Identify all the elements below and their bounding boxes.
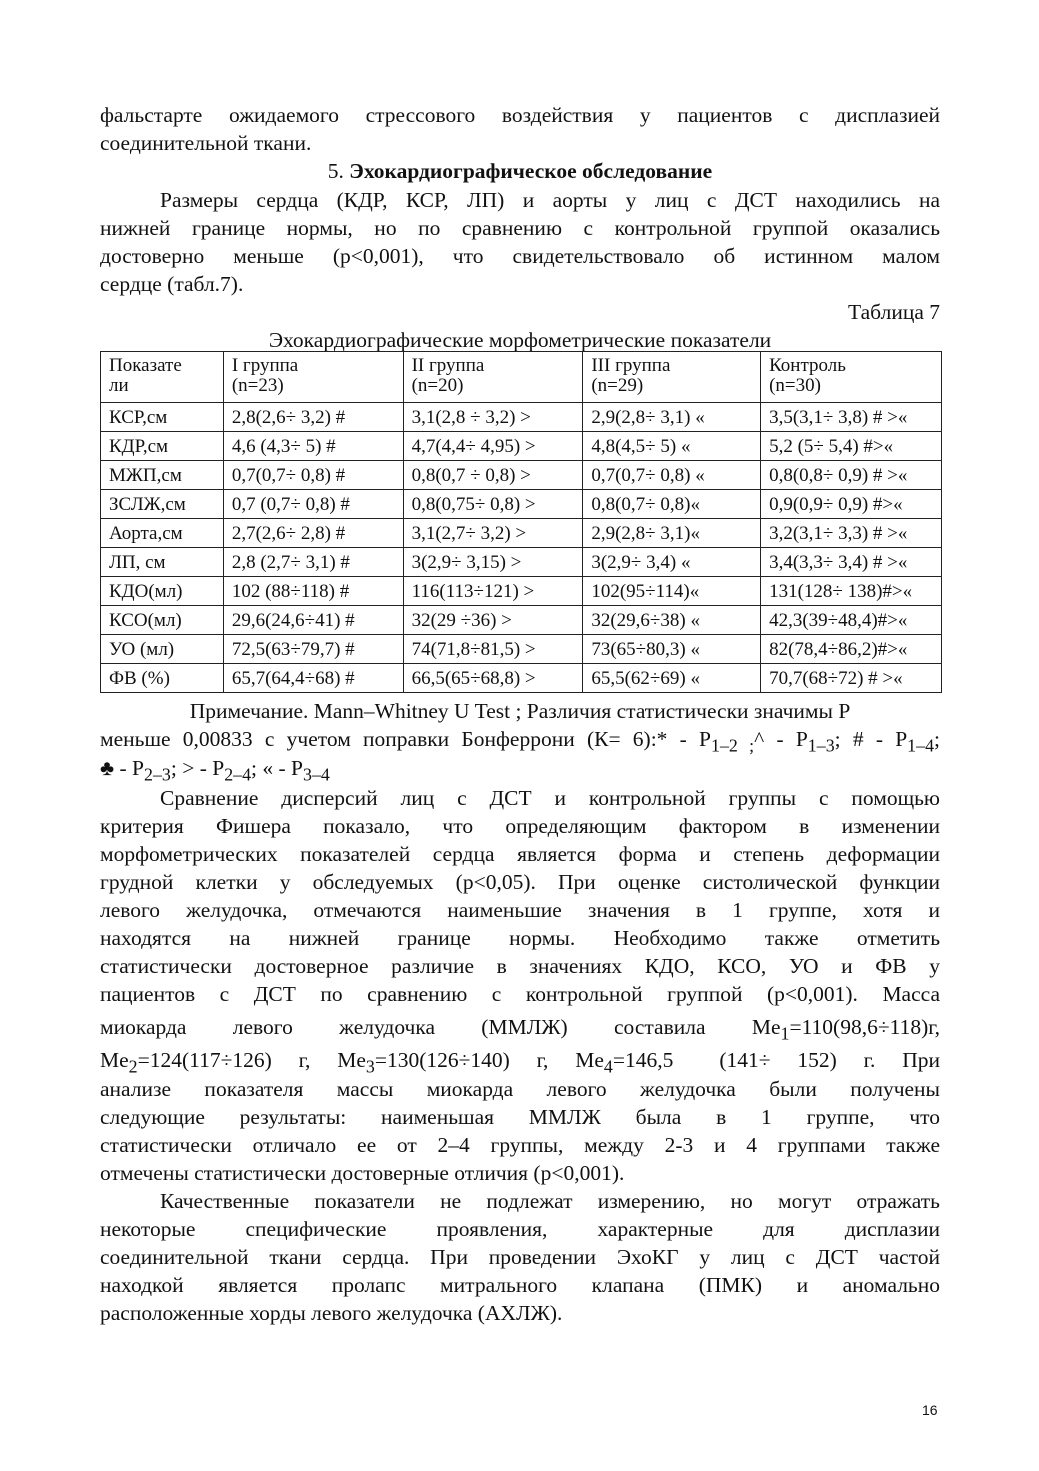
table-cell: 3,4(3,3÷ 3,4) # >« <box>761 548 942 577</box>
table-row <box>101 461 942 490</box>
table-cell: 3,1(2,7÷ 3,2) > <box>403 519 583 548</box>
table-cell: 42,3(39÷48,4)#>« <box>761 606 942 635</box>
table-row <box>101 548 942 577</box>
table-cell: 70,7(68÷72) # >« <box>761 664 942 693</box>
echo-table <box>100 351 942 693</box>
table-cell: 65,5(62÷69) « <box>583 664 761 693</box>
paragraph-line: Размеры сердца (КДР, КСР, ЛП) и аорты у лиц с ДСТ находились на <box>160 188 940 212</box>
table-cell: 116(113÷121) > <box>403 577 583 606</box>
table-cell: 3,5(3,1÷ 3,8) # >« <box>761 403 942 432</box>
table-cell: 3(2,9÷ 3,15) > <box>403 548 583 577</box>
table-cell: КДР,см <box>101 432 224 461</box>
table-cell: 0,8(0,7 ÷ 0,8) > <box>403 461 583 490</box>
table-cell: 82(78,4÷86,2)#>« <box>761 635 942 664</box>
table-cell: ЛП, см <box>101 548 224 577</box>
table-cell: 102 (88÷118) # <box>223 577 403 606</box>
table-cell: 2,8(2,6÷ 3,2) # <box>223 403 403 432</box>
paragraph-line: достоверно меньше (р<0,001), что свидетельствовало об истинном малом <box>100 244 940 268</box>
paragraph-line: грудной клетки у обследуемых (р<0,05). При оценке систолической функции <box>100 870 940 894</box>
table-cell: 0,8(0,7÷ 0,8)« <box>583 490 761 519</box>
paragraph-line: критерия Фишера показало, что определяющим фактором в изменении <box>100 814 940 838</box>
paragraph-line: анализе показателя массы миокарда левого желудочка были получены <box>100 1077 940 1101</box>
section-heading <box>100 157 940 185</box>
table-cell: 0,9(0,9÷ 0,9) #>« <box>761 490 942 519</box>
paragraph-line: находятся на нижней границе нормы. Необходимо также отметить <box>100 926 940 950</box>
table-cell: 2,8 (2,7÷ 3,1) # <box>223 548 403 577</box>
paragraph-line: морфометрических показателей сердца является форма и степень деформации <box>100 842 940 866</box>
table-header-cell: II группа (n=20) <box>403 352 583 403</box>
section-number: 5. <box>327 159 344 183</box>
table-row <box>101 635 942 664</box>
paragraph-line: расположенные хорды левого желудочка (АХЛЖ). <box>100 1301 563 1325</box>
table-cell: 2,7(2,6÷ 2,8) # <box>223 519 403 548</box>
table-cell: 74(71,8÷81,5) > <box>403 635 583 664</box>
table-cell: КДО(мл) <box>101 577 224 606</box>
table-cell: 66,5(65÷68,8) > <box>403 664 583 693</box>
paragraph-line: находкой является пролапс митрального клапана (ПМК) и аномально <box>100 1273 940 1297</box>
table-cell: 4,7(4,4÷ 4,95) > <box>403 432 583 461</box>
table-cell: 73(65÷80,3) « <box>583 635 761 664</box>
table-cell: 2,9(2,8÷ 3,1) « <box>583 403 761 432</box>
table-cell: 3(2,9÷ 3,4) « <box>583 548 761 577</box>
paragraph-line: левого желудочка, отмечаются наименьшие значения в 1 группе, хотя и <box>100 898 940 922</box>
paragraph-line: Сравнение дисперсий лиц с ДСТ и контрольной группы с помощью <box>160 786 940 810</box>
table-cell: 3,1(2,8 ÷ 3,2) > <box>403 403 583 432</box>
table-cell: 102(95÷114)« <box>583 577 761 606</box>
table-cell: ЗСЛЖ,см <box>101 490 224 519</box>
club-icon: ♣ <box>100 756 115 780</box>
table-cell: 0,8(0,8÷ 0,9) # >« <box>761 461 942 490</box>
paragraph-line: сердце (табл.7). <box>100 272 244 296</box>
paragraph-line: Качественные показатели не подлежат измерению, но могут отражать <box>160 1189 940 1213</box>
paragraph-line: нижней границе нормы, но по сравнению с контрольной группой оказались <box>100 216 940 240</box>
paragraph-line: соединительной ткани сердца. При проведении ЭхоКГ у лиц с ДСТ частой <box>100 1245 940 1269</box>
section-title: Эхокардиографическое обследование <box>349 159 713 183</box>
paragraph-line: пациентов с ДСТ по сравнению с контрольной группой (р<0,001). Масса <box>100 982 940 1006</box>
table-cell: КСР,см <box>101 403 224 432</box>
table-cell: 2,9(2,8÷ 3,1)« <box>583 519 761 548</box>
page-number: 16 <box>922 1402 938 1418</box>
table-cell: 29,6(24,6÷41) # <box>223 606 403 635</box>
table-cell: 4,6 (4,3÷ 5) # <box>223 432 403 461</box>
table-row <box>101 403 942 432</box>
table-note: меньше 0,00833 с учетом поправки Бонферрони (К= 6):* - $P_{1-2 ;}\^{} - P_{1-3}$; # - $P_{1-4}$; <box>100 727 940 756</box>
table-row <box>101 577 942 606</box>
table-header-cell: Показате ли <box>101 352 224 403</box>
mass-line: миокарда левого желудочка (ММЛЖ) составила $Me_1=110(98,6\div 118)г$, <box>100 1015 940 1044</box>
table-row <box>101 490 942 519</box>
table-cell: 0,8(0,75÷ 0,8) > <box>403 490 583 519</box>
table-cell: УО (мл) <box>101 635 224 664</box>
table-row <box>101 664 942 693</box>
table-row <box>101 432 942 461</box>
table-cell: 0,7 (0,7÷ 0,8) # <box>223 490 403 519</box>
mass-line: $Me_2=124(117\div 126)$ г, $Me_3=130(126\div 140)$ г, $Me_4=146,5$ (141÷ 152) г. При <box>100 1048 940 1077</box>
paragraph-line: статистически отличало ее от 2–4 группы, между 2-3 и 4 группами также <box>100 1133 940 1157</box>
table-cell: МЖП,см <box>101 461 224 490</box>
table-note: Примечание. Mann–Whitney U Test ; Различия статистически значимы P <box>189 699 851 723</box>
table-cell: 0,7(0,7÷ 0,8) # <box>223 461 403 490</box>
table-header-row <box>101 352 942 403</box>
table-row <box>101 606 942 635</box>
table-cell: ФВ (%) <box>101 664 224 693</box>
intro-line: фальстарте ожидаемого стрессового воздействия у пациентов с дисплазией <box>100 103 940 127</box>
table-cell: Аорта,см <box>101 519 224 548</box>
table-cell: 5,2 (5÷ 5,4) #>« <box>761 432 942 461</box>
table-cell: 0,7(0,7÷ 0,8) « <box>583 461 761 490</box>
table-note: ♣ - $P_{2-3}$; > - $P_{2-4}$; « - $P_{3-4}$ <box>100 756 330 785</box>
table-cell: 32(29,6÷38) « <box>583 606 761 635</box>
table-row <box>101 519 942 548</box>
paragraph-line: статистически достоверное различие в значениях КДО, КСО, УО и ФВ у <box>100 954 940 978</box>
table-cell: КСО(мл) <box>101 606 224 635</box>
table-cell: 3,2(3,1÷ 3,3) # >« <box>761 519 942 548</box>
paragraph-line: отмечены статистически достоверные отличия (р<0,001). <box>100 1161 625 1185</box>
table-cell: 32(29 ÷36) > <box>403 606 583 635</box>
table-header-cell: Контроль (n=30) <box>761 352 942 403</box>
paragraph-line: следующие результаты: наименьшая ММЛЖ была в 1 группе, что <box>100 1105 940 1129</box>
table-label: Таблица 7 <box>848 300 940 324</box>
table-cell: 4,8(4,5÷ 5) « <box>583 432 761 461</box>
table-header-cell: I группа (n=23) <box>223 352 403 403</box>
intro-line: соединительной ткани. <box>100 131 312 155</box>
table-cell: 131(128÷ 138)#>« <box>761 577 942 606</box>
paragraph-line: некоторые специфические проявления, характерные для дисплазии <box>100 1217 940 1241</box>
table-cell: 72,5(63÷79,7) # <box>223 635 403 664</box>
table-cell: 65,7(64,4÷68) # <box>223 664 403 693</box>
table-caption: Эхокардиографические морфометрические показатели <box>268 328 772 352</box>
table-header-cell: III группа (n=29) <box>583 352 761 403</box>
